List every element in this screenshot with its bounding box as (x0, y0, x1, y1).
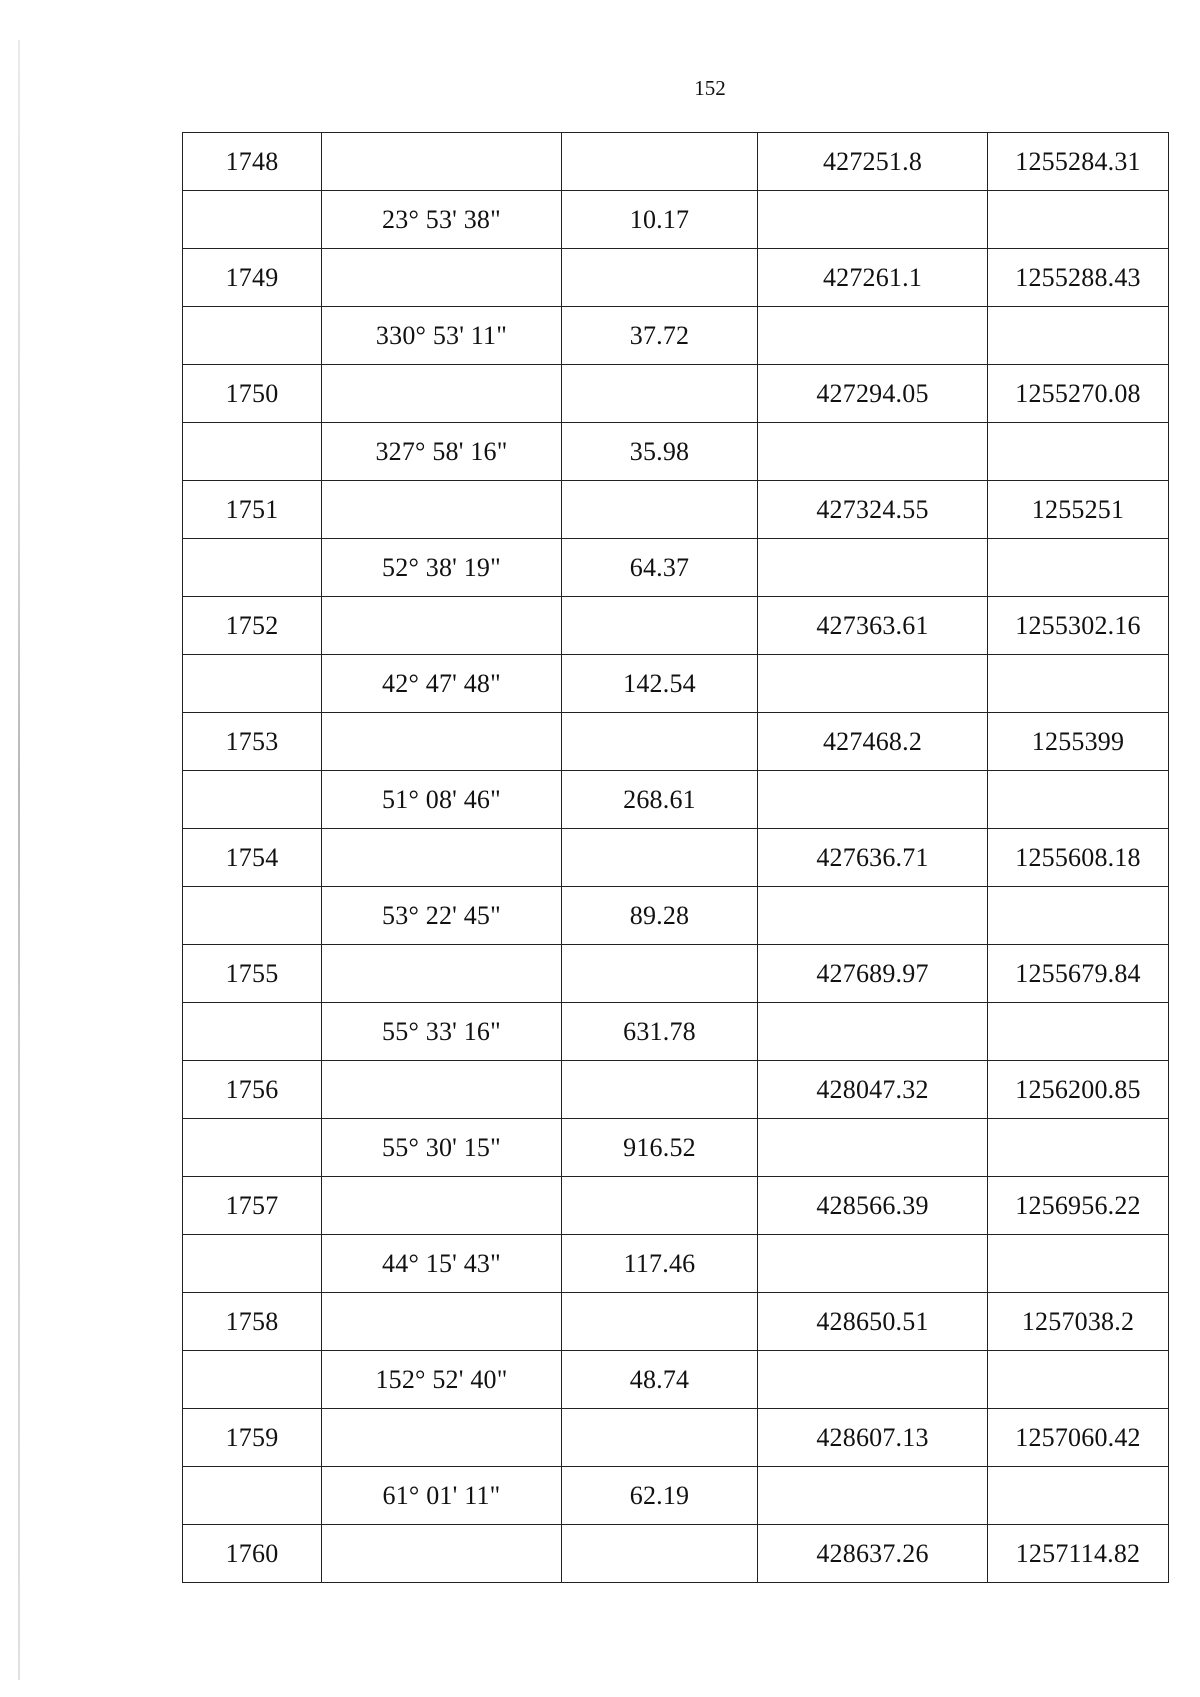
station-cell (183, 1351, 322, 1409)
northing-cell: 1255270.08 (988, 365, 1169, 423)
distance-cell: 916.52 (562, 1119, 758, 1177)
station-cell: 1753 (183, 713, 322, 771)
station-cell: 1760 (183, 1525, 322, 1583)
easting-cell: 428607.13 (758, 1409, 988, 1467)
table-row (183, 1525, 1169, 1583)
bearing-cell: 152° 52' 40" (322, 1351, 562, 1409)
table-row (183, 655, 1169, 713)
easting-cell: 427468.2 (758, 713, 988, 771)
station-cell: 1759 (183, 1409, 322, 1467)
distance-cell (562, 597, 758, 655)
northing-cell (988, 887, 1169, 945)
easting-cell: 427689.97 (758, 945, 988, 1003)
scan-edge (18, 40, 20, 1680)
bearing-cell: 42° 47' 48" (322, 655, 562, 713)
table-row (183, 1061, 1169, 1119)
page-number: 152 (694, 76, 726, 100)
bearing-cell (322, 249, 562, 307)
bearing-cell (322, 365, 562, 423)
distance-cell: 117.46 (562, 1235, 758, 1293)
easting-cell (758, 191, 988, 249)
distance-cell: 48.74 (562, 1351, 758, 1409)
station-cell (183, 887, 322, 945)
table-row (183, 1235, 1169, 1293)
easting-cell: 428650.51 (758, 1293, 988, 1351)
easting-cell (758, 1119, 988, 1177)
easting-cell (758, 1235, 988, 1293)
table-row (183, 307, 1169, 365)
distance-cell (562, 1293, 758, 1351)
station-cell: 1758 (183, 1293, 322, 1351)
distance-cell: 10.17 (562, 191, 758, 249)
distance-cell (562, 133, 758, 191)
bearing-cell (322, 829, 562, 887)
distance-cell (562, 1409, 758, 1467)
bearing-cell (322, 1409, 562, 1467)
distance-cell: 62.19 (562, 1467, 758, 1525)
northing-cell: 1255302.16 (988, 597, 1169, 655)
northing-cell: 1256956.22 (988, 1177, 1169, 1235)
northing-cell: 1255288.43 (988, 249, 1169, 307)
distance-cell (562, 249, 758, 307)
table-row (183, 539, 1169, 597)
station-cell (183, 655, 322, 713)
northing-cell (988, 771, 1169, 829)
station-cell: 1755 (183, 945, 322, 1003)
station-cell: 1750 (183, 365, 322, 423)
easting-cell: 428047.32 (758, 1061, 988, 1119)
easting-cell (758, 1003, 988, 1061)
table-row (183, 1293, 1169, 1351)
station-cell: 1756 (183, 1061, 322, 1119)
table-row (183, 365, 1169, 423)
station-cell (183, 1467, 322, 1525)
bearing-cell: 327° 58' 16" (322, 423, 562, 481)
table-row (183, 713, 1169, 771)
northing-cell (988, 1351, 1169, 1409)
easting-cell: 428637.26 (758, 1525, 988, 1583)
station-cell (183, 191, 322, 249)
station-cell: 1757 (183, 1177, 322, 1235)
distance-cell: 35.98 (562, 423, 758, 481)
table-row (183, 597, 1169, 655)
easting-cell (758, 655, 988, 713)
bearing-cell: 55° 30' 15" (322, 1119, 562, 1177)
table-row (183, 1177, 1169, 1235)
table-row (183, 887, 1169, 945)
northing-cell (988, 1003, 1169, 1061)
bearing-cell: 44° 15' 43" (322, 1235, 562, 1293)
distance-cell (562, 829, 758, 887)
northing-cell (988, 1119, 1169, 1177)
station-cell: 1752 (183, 597, 322, 655)
northing-cell: 1257114.82 (988, 1525, 1169, 1583)
distance-cell (562, 1177, 758, 1235)
northing-cell (988, 191, 1169, 249)
distance-cell: 631.78 (562, 1003, 758, 1061)
easting-cell (758, 423, 988, 481)
easting-cell: 427363.61 (758, 597, 988, 655)
table-row (183, 771, 1169, 829)
station-cell (183, 1119, 322, 1177)
bearing-cell: 61° 01' 11" (322, 1467, 562, 1525)
northing-cell: 1255284.31 (988, 133, 1169, 191)
bearing-cell (322, 481, 562, 539)
station-cell (183, 423, 322, 481)
distance-cell: 37.72 (562, 307, 758, 365)
table-row (183, 249, 1169, 307)
table-row (183, 191, 1169, 249)
bearing-cell (322, 713, 562, 771)
northing-cell (988, 1235, 1169, 1293)
table-row (183, 133, 1169, 191)
station-cell (183, 307, 322, 365)
easting-cell (758, 887, 988, 945)
bearing-cell: 51° 08' 46" (322, 771, 562, 829)
easting-cell (758, 1351, 988, 1409)
bearing-cell: 52° 38' 19" (322, 539, 562, 597)
station-cell (183, 539, 322, 597)
table-row (183, 481, 1169, 539)
easting-cell: 427261.1 (758, 249, 988, 307)
station-cell: 1751 (183, 481, 322, 539)
northing-cell (988, 423, 1169, 481)
table-row (183, 1467, 1169, 1525)
table-row (183, 1119, 1169, 1177)
survey-table (182, 132, 1169, 1583)
distance-cell (562, 945, 758, 1003)
distance-cell (562, 1525, 758, 1583)
easting-cell: 427636.71 (758, 829, 988, 887)
table-row (183, 829, 1169, 887)
easting-cell: 427324.55 (758, 481, 988, 539)
bearing-cell: 53° 22' 45" (322, 887, 562, 945)
table-row (183, 945, 1169, 1003)
bearing-cell (322, 1061, 562, 1119)
bearing-cell (322, 1293, 562, 1351)
northing-cell: 1257038.2 (988, 1293, 1169, 1351)
northing-cell (988, 307, 1169, 365)
northing-cell: 1256200.85 (988, 1061, 1169, 1119)
table-row (183, 1351, 1169, 1409)
station-cell: 1754 (183, 829, 322, 887)
northing-cell: 1255399 (988, 713, 1169, 771)
easting-cell (758, 307, 988, 365)
distance-cell: 64.37 (562, 539, 758, 597)
bearing-cell (322, 945, 562, 1003)
station-cell (183, 1235, 322, 1293)
bearing-cell (322, 1177, 562, 1235)
distance-cell (562, 481, 758, 539)
northing-cell (988, 655, 1169, 713)
bearing-cell: 55° 33' 16" (322, 1003, 562, 1061)
distance-cell: 142.54 (562, 655, 758, 713)
survey-table-body (183, 133, 1169, 1583)
northing-cell (988, 539, 1169, 597)
distance-cell (562, 1061, 758, 1119)
northing-cell: 1255679.84 (988, 945, 1169, 1003)
station-cell (183, 1003, 322, 1061)
easting-cell (758, 1467, 988, 1525)
easting-cell: 428566.39 (758, 1177, 988, 1235)
station-cell (183, 771, 322, 829)
northing-cell: 1255251 (988, 481, 1169, 539)
station-cell: 1748 (183, 133, 322, 191)
northing-cell (988, 1467, 1169, 1525)
northing-cell: 1255608.18 (988, 829, 1169, 887)
bearing-cell: 23° 53' 38" (322, 191, 562, 249)
easting-cell: 427251.8 (758, 133, 988, 191)
table-row (183, 423, 1169, 481)
easting-cell (758, 539, 988, 597)
distance-cell (562, 713, 758, 771)
table-row (183, 1003, 1169, 1061)
northing-cell: 1257060.42 (988, 1409, 1169, 1467)
table-row (183, 1409, 1169, 1467)
bearing-cell (322, 133, 562, 191)
easting-cell: 427294.05 (758, 365, 988, 423)
bearing-cell: 330° 53' 11" (322, 307, 562, 365)
distance-cell (562, 365, 758, 423)
bearing-cell (322, 1525, 562, 1583)
distance-cell: 268.61 (562, 771, 758, 829)
distance-cell: 89.28 (562, 887, 758, 945)
station-cell: 1749 (183, 249, 322, 307)
bearing-cell (322, 597, 562, 655)
easting-cell (758, 771, 988, 829)
